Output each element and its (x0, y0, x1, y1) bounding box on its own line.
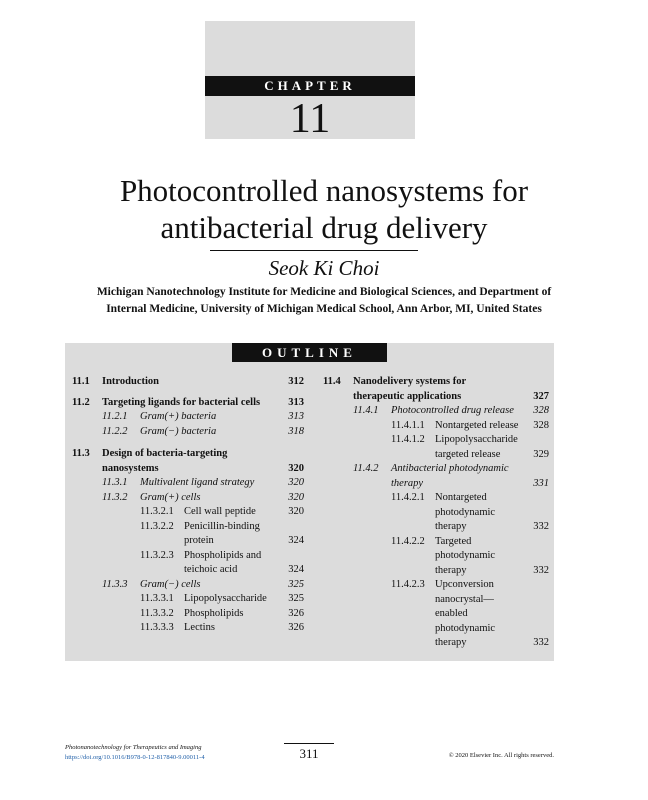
outline-entry-continued[interactable] (323, 593, 549, 608)
outline-label: OUTLINE (232, 343, 387, 362)
chapter-number: 11 (289, 96, 331, 142)
section-title: Phospholipids and (184, 549, 262, 561)
section-title: Design of bacteria-targeting (102, 448, 228, 459)
page-number: 327 (533, 390, 549, 402)
section-number: 11.4.1.2 (391, 434, 425, 445)
outline-entry[interactable] (72, 520, 304, 535)
page-number: 325 (288, 578, 304, 590)
section-number: 11.3.3.3 (140, 622, 174, 633)
affiliation-line: Internal Medicine, University of Michigan Medical School, Ann Arbor, MI, United States (106, 303, 542, 315)
outline-entry-continued[interactable] (323, 448, 549, 463)
section-title-cont: nanocrystal— (435, 593, 494, 605)
outline-column-left (72, 375, 304, 636)
outline-entry[interactable] (72, 447, 304, 462)
outline-entry[interactable] (323, 419, 549, 434)
page-number: 324 (288, 535, 304, 546)
outline-entry[interactable] (72, 375, 304, 390)
section-number: 11.3.2.2 (140, 520, 174, 532)
section-number: 11.4.2 (353, 463, 379, 474)
outline-entry[interactable] (323, 433, 549, 448)
page-number: 328 (533, 419, 549, 431)
page-number: 313 (288, 411, 304, 422)
section-title: Lipopolysaccharide (184, 593, 267, 604)
page-number: 320 (288, 491, 304, 503)
page-number: 312 (288, 376, 304, 387)
outline-entry-continued[interactable] (72, 563, 304, 578)
section-title-cont: targeted release (435, 448, 501, 460)
section-title: Upconversion (435, 579, 494, 590)
page-number: 328 (533, 405, 549, 416)
section-title: Gram(−) cells (140, 578, 201, 590)
page-number-footer: 311 (284, 743, 334, 762)
outline-entry-continued[interactable] (323, 520, 549, 535)
outline-entry-continued[interactable] (72, 534, 304, 549)
section-number: 11.4.2.2 (391, 535, 425, 547)
section-title: Nanodelivery systems for (353, 376, 467, 387)
section-title: Lectins (184, 622, 215, 633)
section-number: 11.3 (72, 448, 90, 459)
section-title: Nontargeted (435, 492, 487, 503)
section-title-cont: therapy (435, 564, 467, 576)
section-number: 11.1 (72, 376, 90, 387)
section-number: 11.4.2.1 (391, 492, 425, 503)
section-number: 11.4.1 (353, 405, 379, 416)
outline-entry-continued[interactable] (323, 636, 549, 651)
outline-entry-continued[interactable] (323, 564, 549, 579)
section-number: 11.4 (323, 376, 341, 387)
section-title: Gram(+) cells (140, 491, 201, 503)
section-title: Lipopolysaccharide (435, 434, 518, 445)
section-number: 11.4.1.1 (391, 419, 425, 431)
outline-entry[interactable] (72, 607, 304, 622)
outline-entry[interactable] (323, 535, 549, 550)
section-title-cont: photodynamic (435, 506, 496, 518)
outline-entry-continued[interactable] (323, 607, 549, 622)
chapter-title-line: Photocontrolled nanosystems for (119, 173, 529, 208)
outline-entry[interactable] (323, 491, 549, 506)
section-title-cont: protein (184, 535, 214, 546)
section-title: Photocontrolled drug release (391, 405, 514, 416)
outline-entry[interactable] (323, 462, 549, 477)
page-number: 332 (533, 564, 549, 576)
section-number: 11.3.2.3 (140, 549, 174, 561)
section-title-cont: therapy (435, 521, 467, 532)
page-number: 324 (288, 564, 304, 575)
section-number: 11.3.2 (102, 491, 128, 503)
section-number: 11.2.1 (102, 411, 128, 422)
outline-entry-continued[interactable] (323, 477, 549, 492)
outline-entry[interactable] (72, 505, 304, 520)
section-number: 11.3.2.1 (140, 506, 174, 517)
page-number: 331 (533, 477, 549, 489)
outline-entry[interactable] (72, 549, 304, 564)
section-title: Penicillin-binding (184, 520, 260, 532)
page-number: 320 (288, 477, 304, 488)
page-number: 318 (288, 425, 304, 437)
outline-entry[interactable] (72, 410, 304, 425)
section-title: Antibacterial photodynamic (391, 463, 509, 474)
outline-entry[interactable] (72, 476, 304, 491)
section-title-cont: enabled (435, 608, 468, 619)
page-number: 326 (288, 622, 304, 633)
section-number: 11.2 (72, 396, 90, 408)
section-title: Targeting ligands for bacterial cells (102, 396, 261, 408)
outline-entry[interactable] (323, 404, 549, 419)
section-title: Targeted (435, 535, 472, 547)
outline-entry-continued[interactable] (72, 462, 304, 477)
section-title-cont: photodynamic (435, 622, 496, 634)
section-title: Nontargeted release (435, 419, 519, 431)
page-number: 313 (288, 396, 304, 408)
section-title: Introduction (102, 376, 159, 387)
author-affiliation (60, 284, 588, 318)
section-title-cont: photodynamic (435, 550, 496, 561)
section-title: Gram(−) bacteria (140, 425, 217, 437)
doi-link[interactable]: https://doi.org/10.1016/B978-0-12-817840-9.00011-4 (65, 754, 205, 761)
section-title-cont: teichoic acid (184, 564, 238, 575)
chapter-outline (65, 343, 554, 661)
chapter-title (40, 172, 608, 246)
page-number: 320 (288, 462, 304, 474)
section-title-cont: therapeutic applications (353, 390, 462, 402)
section-title-cont: therapy (391, 477, 424, 489)
section-number: 11.2.2 (102, 425, 128, 437)
book-title: Photonanotechnology for Therapeutics and Imaging (65, 744, 202, 751)
author-name: Seok Ki Choi (268, 256, 380, 280)
outline-column-right (323, 375, 549, 651)
chapter-header (205, 21, 415, 142)
outline-entry[interactable] (72, 578, 304, 593)
outline-entry[interactable] (323, 375, 549, 390)
outline-entry[interactable] (72, 621, 304, 636)
outline-entry[interactable] (323, 578, 549, 593)
outline-entry[interactable] (72, 396, 304, 411)
section-number: 11.3.3.1 (140, 593, 174, 604)
outline-entry[interactable] (72, 491, 304, 506)
page-number: 332 (533, 521, 549, 532)
section-number: 11.3.3 (102, 578, 128, 590)
copyright-notice: © 2020 Elsevier Inc. All rights reserved. (448, 752, 554, 759)
page-number: 329 (533, 448, 549, 460)
section-number: 11.4.2.3 (391, 579, 425, 590)
section-title-cont: nanosystems (102, 462, 159, 474)
section-title: Multivalent ligand strategy (140, 477, 255, 488)
outline-entry[interactable] (72, 592, 304, 607)
section-title: Cell wall peptide (184, 506, 256, 517)
page-number: 326 (288, 607, 304, 619)
chapter-label: CHAPTER (205, 76, 415, 96)
outline-entry-continued[interactable] (323, 390, 549, 405)
section-number: 11.3.1 (102, 477, 128, 488)
chapter-title-line: antibacterial drug delivery (160, 210, 488, 245)
outline-entry-continued[interactable] (323, 549, 549, 564)
section-title: Phospholipids (184, 607, 244, 619)
outline-entry-continued[interactable] (323, 506, 549, 521)
section-number: 11.3.3.2 (140, 607, 174, 619)
affiliation-line: Michigan Nanotechnology Institute for Medicine and Biological Sciences, and Department of (96, 286, 552, 298)
footer-citation (65, 743, 205, 763)
page-number: 320 (288, 506, 304, 517)
outline-entry-continued[interactable] (323, 622, 549, 637)
page-number: 332 (533, 637, 549, 648)
page-number: 325 (288, 593, 304, 604)
section-title-cont: therapy (435, 637, 467, 648)
section-title: Gram(+) bacteria (140, 411, 217, 422)
outline-entry[interactable] (72, 425, 304, 440)
title-divider (210, 250, 418, 251)
